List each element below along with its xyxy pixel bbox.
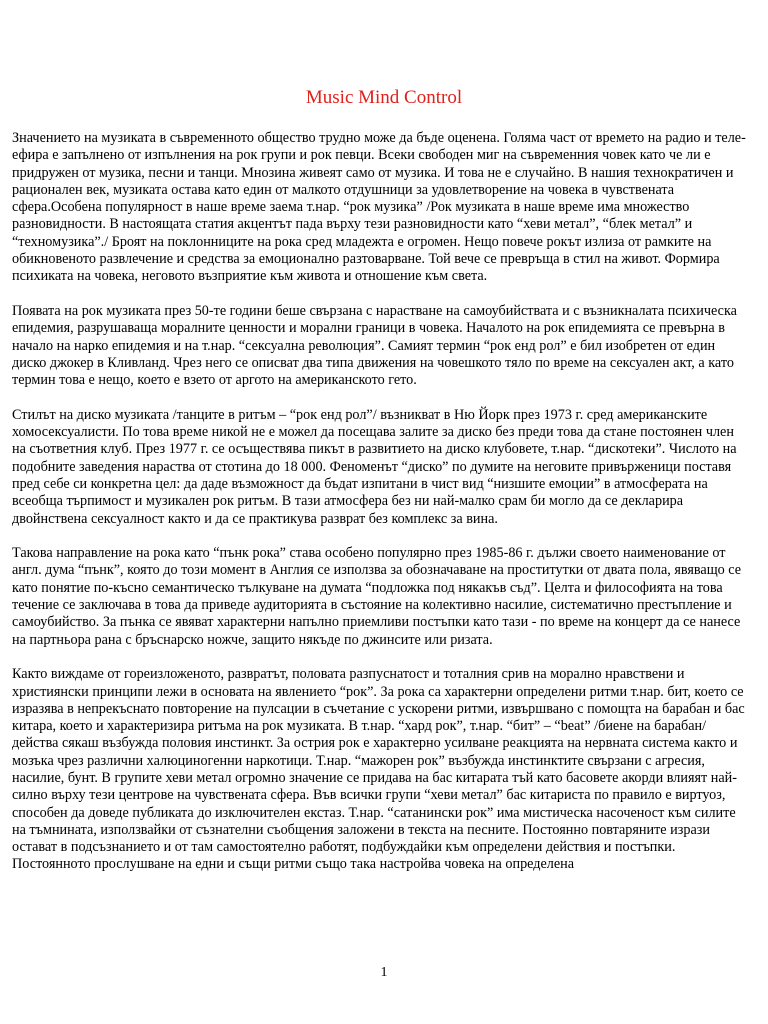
document-title: Music Mind Control	[305, 87, 463, 108]
paragraph: Значението на музиката в съвременното общество трудно може да бъде оценена. Голяма част от времето на радио и теле-ефира е запълнено от изпълнения на рок групи и рок певци. Всеки свободен миг на съвременния човек като че ли е придружен от музика, песни и танци. Мнозина живеят само от музика. И това не е случайно. В нашия технократичен и рационален век, музиката остава като един от малкото отдушници за удовлетворение на човека в чувствената сфера.Особена популярност в наше време заема т.нар. “рок музика” /Рок музиката в наше време има множество разновидности. В настоящата статия акцентът пада върху тези разновидности като “хеви метал”, “блек метал” и “техномузика”./ Броят на поклонниците на рока сред младежта е огромен. Нещо повече рокът излиза от рамките на обикновеното развлечение и средства за емоционално разтоварване. Той вече се превръща в стил на живот. Формира психиката на човека, неговото възприятие към живота и отношение към света.	[12, 130, 746, 285]
paragraph: Такова направление на рока като “пънк рока” става особено популярно през 1985-86 г. дължи своето наименование от англ. дума “пънк”, която до този момент в Англия се използва за обозначаване на проститутки от двата пола, явяващо се като понятие по-късно семантическо тълкуване на думата “подложка под някакъв съд”. Целта и философията на това течение се заключава в това да приведе аудиторията в състояние на колективно насилие, систематично престъпление и самоубийство. За пънка се явяват характерни напълно приемливи постъпки като тази - по време на концерт да се нанесе на партньора рана с бръснарско ножче, защито някъде по джинсите или ризата.	[12, 545, 742, 648]
document-body	[12, 130, 748, 891]
paragraph: Стилът на диско музиката /танците в ритъм – “рок енд рол”/ възникват в Ню Йорк през 1973 г. сред американските хомосексуалисти. По това време никой не е можел да посещава залите за диско без преди това да стане постоянен член на съответния клуб. През 1977 г. се осъществява пикът в развитието на диско клубовете, т.нар. “дискотеки”. Числото на подобните заведения нараства от стотина до 18 000. Феноменът “диско” по думите на неговите привърженици поставя пред себе си конкретна цел: да даде възможност да бъдат изпитани в чист вид “низшите емоции” в атмосферата на всеобща търпимост и музикален рок ритъм. В тази атмосфера без ни най-малко срам би могло да се декларира двойнствена сексуалност както и да се практикува разврат без комплекс за вина.	[12, 406, 737, 527]
page-number: 1	[380, 965, 388, 980]
paragraph: Появата на рок музиката през 50-те години беше свързана с нарастване на самоубийствата и с възникналата психическа епидемия, разрушаваща моралните ценности и морални граници в човека. Началото на рок епидемията се превърна в начало на нарко епидемия и на т.нар. “сексуална революция”. Самият термин “рок енд рол” е бил изобретен от един диско джокер в Кливланд. Чрез него се описват два типа движения на човешкото тяло по време на сексуален акт, а като термин това е нещо, което е взето от аргото на американското гето.	[12, 302, 737, 389]
paragraph: Както виждаме от гореизложеното, развратът, половата разпуснатост и тоталния срив на морално нравствени и християнски принципи лежи в основата на явлението “рок”. За рока са характерни определени ритми т.нар. бит, което се изразява в непрекъснато повторение на пулсации в съчетание с ускорени ритми, извършвано с помощта на барабан и бас китара, което и характеризира ритъма на рок музиката. В т.нар. “хард рок”, т.нар. “бит” – “beat” /биене на барабан/ действа сякаш възбужда половия инстинкт. За острия рок е характерно усилване реакцията на нервната система както и мозъка чрез различни халюциногенни наркотици. Т.нар. “мажорен рок” възбужда инстинктите свързани с агресия, насилие, бунт. В групите хеви метал огромно значение се придава на бас китарата тъй като басовете акорди влияят най-силно върху тези центрове на чувствената сфера. Във всички групи “хеви метал” бас китариста по правило е виртуоз, способен да доведе публиката до изключителен екстаз. Т.нар. “сатанински рок” има мистическа насоченост към силите на тъмнината, използвайки от съзнателни съобщения заложени в текста на песните. Постоянно повтаряните изрази остават в подсъзнанието и от там самостоятелно работят, подбуждайки към определени действия и постъпки. Постоянното прослушване на едни и същи ритми също така настройва човека на определена	[12, 666, 745, 873]
